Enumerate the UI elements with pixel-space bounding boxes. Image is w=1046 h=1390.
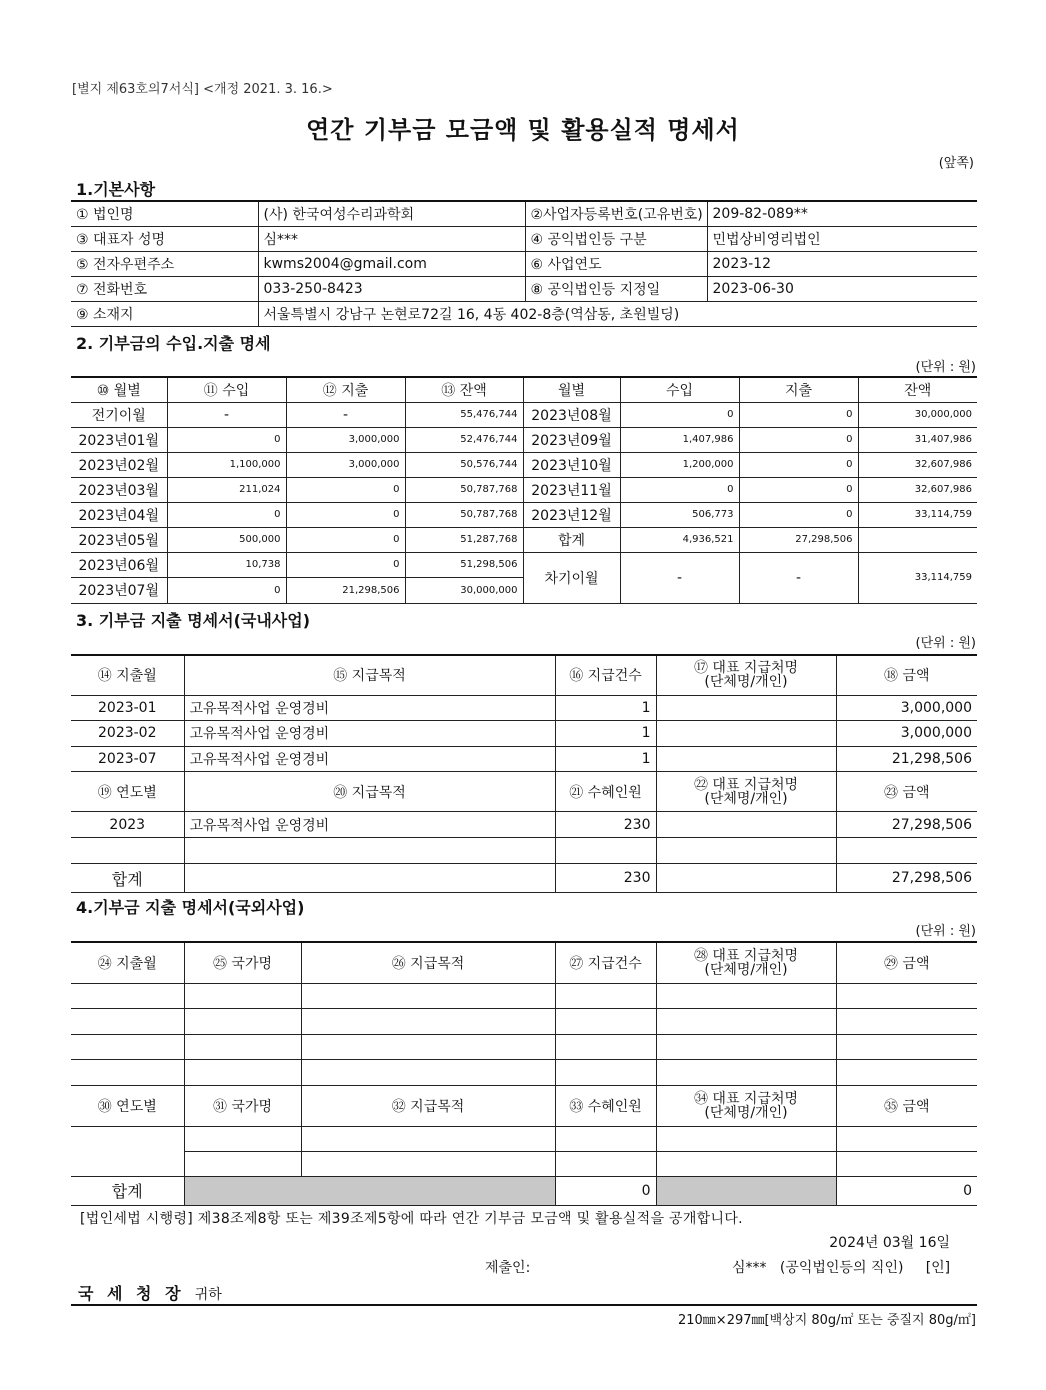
header-year: ㉚ 연도별 [71, 1085, 184, 1126]
header-amount: ⑱ 금액 [836, 655, 977, 695]
income-cell: 0 [167, 502, 286, 527]
section-2-unit: (단위 : 원) [915, 360, 976, 375]
year-cell: 2023 [71, 812, 184, 838]
empty-cell [184, 838, 555, 864]
table-row [71, 452, 977, 477]
income-cell: 0 [167, 427, 286, 452]
month-cell: 2023-02 [71, 721, 184, 747]
income-cell: 506,773 [620, 502, 739, 527]
info-value: 2023-06-30 [707, 276, 977, 301]
balance-cell: 30,000,000 [858, 402, 977, 427]
empty-cell [301, 983, 555, 1009]
empty-cell [555, 838, 656, 864]
table-header-row [71, 1085, 977, 1126]
form-label: [별지 제63호의7서식] <개정 2021. 3. 16.> [72, 82, 333, 97]
empty-cell [656, 1151, 836, 1176]
purpose-cell: 고유목적사업 운영경비 [184, 721, 555, 747]
carryover-balance: 33,114,759 [858, 552, 977, 603]
overseas-expense-table [71, 941, 977, 1206]
address-value: 서울특별시 강남구 논현로72길 16, 4동 402-8층(역삼동, 초원빌딩) [258, 301, 977, 326]
header-purpose: ㉜ 지급목적 [301, 1085, 555, 1126]
empty-cell [301, 1009, 555, 1035]
payee-cell [656, 812, 836, 838]
header-line-2: (단체명/개인) [704, 961, 788, 978]
info-label: ⑤ 전자우편주소 [71, 251, 258, 276]
section-3-title: 3. 기부금 지출 명세서(국내사업) [76, 611, 311, 630]
section-3-unit: (단위 : 원) [915, 636, 976, 651]
carryover-income: - [620, 552, 739, 603]
header-payee [656, 1085, 836, 1126]
empty-row [71, 983, 977, 1009]
header-count: ㉗ 지급건수 [555, 942, 656, 983]
expense-row [71, 695, 977, 721]
empty-cell [184, 864, 555, 893]
month-cell: 2023년06월 [71, 552, 167, 578]
expense-cell: 0 [739, 502, 858, 527]
info-value: (사) 한국여성수리과학회 [258, 201, 525, 226]
balance-cell: 50,787,768 [405, 477, 523, 502]
expense-cell: 0 [286, 477, 405, 502]
domestic-expense-table [71, 654, 977, 893]
table-row [71, 502, 977, 527]
month-cell: 2023년08월 [523, 402, 620, 427]
balance-cell: 50,787,768 [405, 502, 523, 527]
header-payee [656, 655, 836, 695]
amount-cell: 27,298,506 [836, 812, 977, 838]
total-amount: 27,298,506 [836, 864, 977, 893]
table-row [71, 427, 977, 452]
balance-cell: 32,607,986 [858, 477, 977, 502]
header-country: ㉕ 국가명 [184, 942, 301, 983]
submitter-label: 제출인: [485, 1260, 531, 1276]
column-header: ⑩ 월별 [71, 377, 167, 402]
empty-cell [656, 1034, 836, 1060]
empty-cell [301, 1151, 555, 1176]
expense-cell: - [286, 402, 405, 427]
balance-cell: 33,114,759 [858, 502, 977, 527]
column-header: 월별 [523, 377, 620, 402]
income-cell: 4,936,521 [620, 527, 739, 552]
income-cell: 211,024 [167, 477, 286, 502]
column-header: ⑪ 수입 [167, 377, 286, 402]
balance-cell: 51,298,506 [405, 552, 523, 578]
count-cell: 1 [555, 721, 656, 747]
balance-cell: 52,476,744 [405, 427, 523, 452]
month-cell: 2023-01 [71, 695, 184, 721]
total-count: 230 [555, 864, 656, 893]
balance-cell: 32,607,986 [858, 452, 977, 477]
month-cell: 2023년11월 [523, 477, 620, 502]
empty-cell [836, 1060, 977, 1086]
recipient [78, 1281, 222, 1304]
submission-date: 2024년 03월 16일 [829, 1235, 950, 1251]
info-label: ⑧ 공익법인등 지정일 [525, 276, 707, 301]
month-cell: 합계 [523, 527, 620, 552]
header-purpose: ㉖ 지급목적 [301, 942, 555, 983]
month-cell: 2023년02월 [71, 452, 167, 477]
column-header: 수입 [620, 377, 739, 402]
column-header: ⑬ 잔액 [405, 377, 523, 402]
empty-cell [301, 1060, 555, 1086]
info-row [71, 251, 977, 276]
table-row [71, 527, 977, 552]
balance-cell: 50,576,744 [405, 452, 523, 477]
empty-cell [71, 1034, 184, 1060]
empty-cell [71, 1009, 184, 1035]
header-amount: ㉙ 금액 [836, 942, 977, 983]
info-value: 심*** [258, 226, 525, 251]
empty-row [71, 1126, 977, 1151]
count-cell: 230 [555, 812, 656, 838]
month-cell: 2023년07월 [71, 578, 167, 604]
balance-cell: 55,476,744 [405, 402, 523, 427]
column-header: 지출 [739, 377, 858, 402]
front-page-label: (앞쪽) [938, 156, 974, 171]
month-cell: 전기이월 [71, 402, 167, 427]
empty-cell [555, 983, 656, 1009]
header-expense-month: ⑭ 지출월 [71, 655, 184, 695]
empty-cell [184, 1009, 301, 1035]
expense-row [71, 746, 977, 772]
empty-cell [71, 838, 184, 864]
income-expense-table [71, 376, 977, 604]
purpose-cell: 고유목적사업 운영경비 [184, 695, 555, 721]
payee-cell [656, 746, 836, 772]
basic-info-table [71, 200, 977, 327]
table-header-row [71, 655, 977, 695]
expense-cell: 0 [739, 427, 858, 452]
count-cell: 1 [555, 695, 656, 721]
header-beneficiaries: ㉝ 수혜인원 [555, 1085, 656, 1126]
info-value: 209-82-089** [707, 201, 977, 226]
month-cell: 2023년12월 [523, 502, 620, 527]
info-label: ⑨ 소재지 [71, 301, 258, 326]
submitter-signature: 심*** (공익법인등의 직인) [인] [732, 1260, 951, 1276]
header-country: ㉛ 국가명 [184, 1085, 301, 1126]
empty-row [71, 1009, 977, 1035]
info-label: ⑥ 사업연도 [525, 251, 707, 276]
income-cell: 500,000 [167, 527, 286, 552]
table-header-row [71, 772, 977, 812]
header-line-1: ㉒ 대표 지급처명 [693, 776, 799, 793]
empty-cell [656, 983, 836, 1009]
empty-cell [555, 1060, 656, 1086]
header-amount: ㉟ 금액 [836, 1085, 977, 1126]
expense-cell: 21,298,506 [286, 578, 405, 604]
section-4-unit: (단위 : 원) [915, 924, 976, 939]
column-header: 잔액 [858, 377, 977, 402]
header-line-1: ⑰ 대표 지급처명 [693, 660, 799, 677]
expense-cell: 27,298,506 [739, 527, 858, 552]
payee-cell [656, 721, 836, 747]
total-count: 0 [555, 1176, 656, 1205]
empty-cell [71, 983, 184, 1009]
expense-row [71, 721, 977, 747]
income-cell: 1,407,986 [620, 427, 739, 452]
empty-cell [184, 1034, 301, 1060]
expense-cell: 0 [286, 552, 405, 578]
month-cell: 2023년09월 [523, 427, 620, 452]
carryover-expense: - [739, 552, 858, 603]
paper-spec: 210㎜×297㎜[백상지 80g/㎡ 또는 중질지 80g/㎡] [677, 1313, 976, 1328]
month-cell: 2023년05월 [71, 527, 167, 552]
month-cell: 2023년04월 [71, 502, 167, 527]
info-label: ⑦ 전화번호 [71, 276, 258, 301]
income-cell: 0 [167, 578, 286, 604]
month-cell: 2023년03월 [71, 477, 167, 502]
empty-cell [656, 864, 836, 893]
empty-cell [184, 1060, 301, 1086]
shaded-cell [656, 1176, 836, 1205]
header-payee [656, 772, 836, 812]
empty-cell [836, 838, 977, 864]
expense-cell: 0 [739, 477, 858, 502]
header-line-2: (단체명/개인) [704, 1104, 788, 1121]
payee-cell [656, 695, 836, 721]
column-header: ⑫ 지출 [286, 377, 405, 402]
empty-cell [555, 1034, 656, 1060]
total-label: 합계 [71, 864, 184, 893]
header-line-1: ㉘ 대표 지급처명 [693, 947, 799, 964]
expense-cell: 0 [286, 502, 405, 527]
empty-row [71, 1060, 977, 1086]
balance-cell: 51,287,768 [405, 527, 523, 552]
expense-cell: 3,000,000 [286, 427, 405, 452]
empty-row [71, 1151, 977, 1176]
info-label: ③ 대표자 성명 [71, 226, 258, 251]
count-cell: 1 [555, 746, 656, 772]
empty-cell [836, 983, 977, 1009]
empty-cell [301, 1126, 555, 1151]
income-cell: 10,738 [167, 552, 286, 578]
empty-cell [656, 838, 836, 864]
info-row-address [71, 301, 977, 326]
info-row [71, 276, 977, 301]
expense-cell: 0 [739, 402, 858, 427]
recipient-name: 국 세 청 장 [78, 1284, 185, 1303]
year-row [71, 812, 977, 838]
header-count: ⑯ 지급건수 [555, 655, 656, 695]
purpose-cell: 고유목적사업 운영경비 [184, 746, 555, 772]
table-row [71, 477, 977, 502]
info-label: ②사업자등록번호(고유번호) [525, 201, 707, 226]
empty-cell [555, 1151, 656, 1176]
month-cell: 2023년10월 [523, 452, 620, 477]
purpose-cell: 고유목적사업 운영경비 [184, 812, 555, 838]
info-value: kwms2004@gmail.com [258, 251, 525, 276]
footer-divider [71, 1304, 977, 1306]
expense-cell: 3,000,000 [286, 452, 405, 477]
total-row [71, 864, 977, 893]
empty-cell [184, 983, 301, 1009]
empty-cell [71, 1060, 184, 1086]
recipient-suffix: 귀하 [194, 1287, 222, 1303]
empty-cell [184, 1151, 301, 1176]
empty-cell [836, 1034, 977, 1060]
table-row [71, 552, 977, 578]
empty-cell [656, 1060, 836, 1086]
empty-cell [836, 1126, 977, 1151]
empty-cell [184, 1126, 301, 1151]
amount-cell: 3,000,000 [836, 721, 977, 747]
total-row [71, 1176, 977, 1205]
amount-cell: 3,000,000 [836, 695, 977, 721]
income-cell: 0 [620, 402, 739, 427]
amount-cell: 21,298,506 [836, 746, 977, 772]
month-cell: 2023-07 [71, 746, 184, 772]
info-value: 2023-12 [707, 251, 977, 276]
table-header-row [71, 942, 977, 983]
header-purpose: ⑳ 지급목적 [184, 772, 555, 812]
info-label: ④ 공익법인등 구분 [525, 226, 707, 251]
balance-cell [858, 527, 977, 552]
empty-cell [656, 1126, 836, 1151]
header-line-1: ㉞ 대표 지급처명 [693, 1090, 799, 1107]
income-cell: 0 [620, 477, 739, 502]
header-line-2: (단체명/개인) [704, 790, 788, 807]
header-line-2: (단체명/개인) [704, 674, 788, 691]
expense-cell: 0 [739, 452, 858, 477]
empty-cell [555, 1126, 656, 1151]
balance-cell: 30,000,000 [405, 578, 523, 604]
empty-cell [836, 1009, 977, 1035]
empty-cell [836, 1151, 977, 1176]
table-header-row [71, 377, 977, 402]
income-cell: 1,200,000 [620, 452, 739, 477]
info-row [71, 201, 977, 226]
section-2-title: 2. 기부금의 수입.지출 명세 [76, 334, 271, 353]
empty-cell [656, 1009, 836, 1035]
header-amount: ㉓ 금액 [836, 772, 977, 812]
expense-cell: 0 [286, 527, 405, 552]
empty-cell [301, 1034, 555, 1060]
header-payee [656, 942, 836, 983]
table-row [71, 402, 977, 427]
total-amount: 0 [836, 1176, 977, 1205]
empty-row [71, 1034, 977, 1060]
info-label: ① 법인명 [71, 201, 258, 226]
header-purpose: ⑮ 지급목적 [184, 655, 555, 695]
income-cell: 1,100,000 [167, 452, 286, 477]
header-year: ⑲ 연도별 [71, 772, 184, 812]
shaded-cell [184, 1176, 555, 1205]
info-row [71, 226, 977, 251]
info-value: 033-250-8423 [258, 276, 525, 301]
carryover-label: 차기이월 [523, 552, 620, 603]
balance-cell: 31,407,986 [858, 427, 977, 452]
section-4-title: 4.기부금 지출 명세서(국외사업) [76, 898, 305, 917]
info-value: 민법상비영리법인 [707, 226, 977, 251]
empty-cell [71, 1126, 184, 1176]
month-cell: 2023년01월 [71, 427, 167, 452]
total-label: 합계 [71, 1176, 184, 1205]
document-title: 연간 기부금 모금액 및 활용실적 명세서 [306, 116, 740, 144]
header-expense-month: ㉔ 지출월 [71, 942, 184, 983]
income-cell: - [167, 402, 286, 427]
empty-row [71, 838, 977, 864]
header-beneficiaries: ㉑ 수혜인원 [555, 772, 656, 812]
legal-notice: [법인세법 시행령] 제38조제8항 또는 제39조제5항에 따라 연간 기부금 모금액 및 활용실적을 공개합니다. [80, 1211, 743, 1227]
section-1-title: 1.기본사항 [76, 180, 156, 199]
empty-cell [555, 1009, 656, 1035]
